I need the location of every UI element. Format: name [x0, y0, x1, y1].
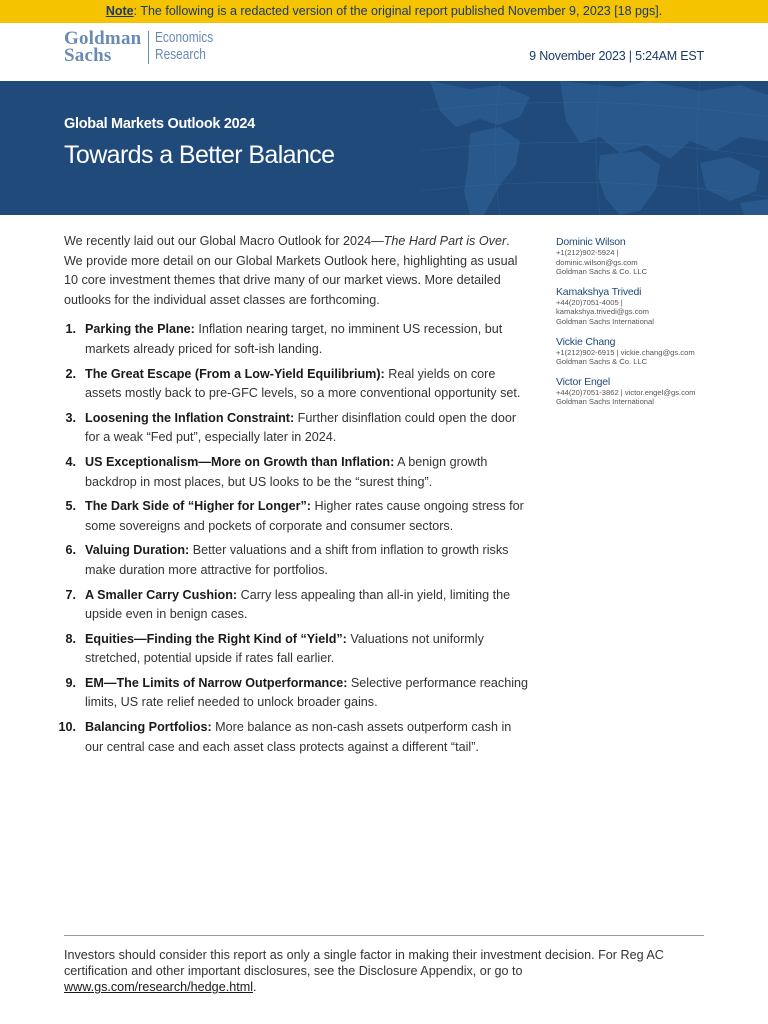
theme-text: Further disinflation could open the door for a weak “Fed put”, especially later in 2024. — [85, 410, 517, 445]
author-firm: Goldman Sachs & Co. LLC — [556, 357, 648, 367]
author-phone: +44(20)7051-4005 | — [556, 297, 623, 307]
report-date: 9 November 2023 | 5:24AM EST — [529, 49, 704, 63]
theme-title: Loosening the Inflation Constraint: — [85, 410, 295, 425]
division-line-2: Research — [155, 47, 207, 63]
theme-number: 9. — [65, 675, 76, 690]
logo-line-2: Sachs — [64, 45, 112, 66]
theme-title: Balancing Portfolios: — [85, 720, 212, 735]
theme-number: 1. — [65, 322, 76, 337]
footer-end: . — [253, 980, 257, 994]
division-line-1: Economics — [155, 30, 214, 46]
note-label: Note — [105, 4, 134, 18]
theme-title: A Smaller Carry Cushion: — [85, 587, 238, 602]
theme-item — [64, 409, 530, 448]
theme-title: Equities—Finding the Right Kind of “Yield”: — [85, 631, 347, 646]
author-name[interactable]: Victor Engel — [556, 375, 611, 388]
note-bar — [0, 0, 768, 23]
theme-text: Real yields on core assets mostly back to pre-GFC levels, so a more conventional opportunity set. — [85, 366, 521, 401]
author-block — [556, 236, 716, 277]
theme-title: EM—The Limits of Narrow Outperformance: — [85, 675, 348, 690]
theme-title: The Great Escape (From a Low-Yield Equilibrium): — [85, 366, 385, 381]
theme-item — [64, 630, 530, 669]
theme-number: 6. — [65, 543, 76, 558]
intro-text-after: . We provide more detail on our Global Markets Outlook here, highlighting as usual 10 core investment themes that drive many of our market views. More detailed outlooks for the individual asset classes are forthcoming. — [64, 234, 518, 307]
author-firm: Goldman Sachs International — [556, 316, 654, 326]
theme-text: Carry less appealing than all-in yield, limiting the upside even in benign cases. — [85, 587, 511, 622]
intro-italic-title: The Hard Part is Over — [383, 234, 507, 248]
theme-title: Valuing Duration: — [85, 543, 190, 558]
theme-number: 3. — [65, 410, 76, 425]
disclosure-link[interactable]: www.gs.com/research/hedge.html — [64, 980, 253, 994]
theme-item — [64, 674, 530, 713]
theme-item — [64, 365, 530, 404]
intro-paragraph — [64, 232, 530, 310]
theme-text: More balance as non-cash assets outperform cash in our central case and each asset class protects against a different “tail”. — [85, 720, 512, 754]
investment-themes-list — [58, 320, 530, 757]
theme-title: The Dark Side of “Higher for Longer”: — [85, 499, 312, 514]
logo-line-1: Goldman — [64, 28, 142, 49]
author-name[interactable]: Vickie Chang — [556, 335, 616, 348]
main-content — [58, 232, 530, 762]
disclosure-footer — [64, 947, 704, 995]
theme-text: A benign growth backdrop in most places, but US looks to be the “surest thing”. — [85, 454, 488, 489]
logo-wordmark — [64, 30, 141, 64]
theme-number: 10. — [58, 720, 76, 735]
note-text: : The following is a redacted version of the original report published November 9, 2023 [18 pgs]. — [133, 4, 663, 18]
theme-number: 5. — [65, 499, 76, 514]
theme-text: Better valuations and a shift from inflation to growth risks make duration more attractive for portfolios. — [85, 543, 509, 577]
theme-title: US Exceptionalism—More on Growth than Inflation: — [85, 454, 395, 469]
theme-item — [64, 586, 530, 625]
report-series: Global Markets Outlook 2024 — [64, 116, 255, 132]
theme-item — [64, 453, 530, 492]
author-name[interactable]: Dominic Wilson — [556, 236, 626, 248]
theme-item — [64, 541, 530, 580]
division-name — [155, 30, 213, 64]
author-contact[interactable]: +44(20)7051-3862 | victor.engel@gs.com — [556, 387, 696, 397]
theme-item — [64, 497, 530, 536]
title-banner — [0, 81, 768, 215]
report-title: Towards a Better Balance — [64, 141, 335, 169]
theme-number: 8. — [65, 631, 76, 646]
author-email[interactable]: kamakshya.trivedi@gs.com — [556, 307, 649, 317]
author-contact[interactable]: +1(212)902-6915 | vickie.chang@gs.com — [556, 347, 695, 357]
author-block — [556, 336, 716, 367]
author-email[interactable]: dominic.wilson@gs.com — [556, 257, 638, 267]
theme-text: Selective performance reaching limits, US rate relief needed to unlock broader gains. — [85, 675, 529, 710]
theme-text: Inflation nearing target, no imminent US recession, but markets already priced for soft-ish landing. — [85, 322, 503, 356]
theme-item — [58, 718, 530, 757]
logo-divider — [148, 31, 149, 64]
theme-text: Valuations not uniformly stretched, potential upside if rates fall earlier. — [85, 631, 484, 666]
theme-number: 4. — [65, 454, 76, 469]
author-name[interactable]: Kamakshya Trivedi — [556, 285, 642, 298]
theme-number: 2. — [65, 366, 76, 381]
author-firm: Goldman Sachs & Co. LLC — [556, 267, 648, 277]
author-block — [556, 376, 716, 407]
theme-item — [64, 320, 530, 359]
footer-divider — [64, 935, 704, 936]
intro-text-before: We recently laid out our Global Macro Outlook for 2024— — [64, 234, 384, 248]
goldman-sachs-logo — [64, 29, 226, 65]
author-block — [556, 286, 716, 327]
theme-number: 7. — [65, 587, 76, 602]
authors-sidebar — [556, 236, 716, 416]
author-phone: +1(212)902-5924 | — [556, 248, 619, 257]
footer-text: Investors should consider this report as only a single factor in making their investment decision. For Reg AC certification and other important disclosures, see the Disclosure Appendix, or go to — [64, 948, 664, 978]
theme-title: Parking the Plane: — [85, 322, 195, 337]
author-firm: Goldman Sachs International — [556, 397, 654, 407]
theme-text: Higher rates cause ongoing stress for some sovereigns and pockets of corporate and consumer sectors. — [85, 499, 524, 533]
